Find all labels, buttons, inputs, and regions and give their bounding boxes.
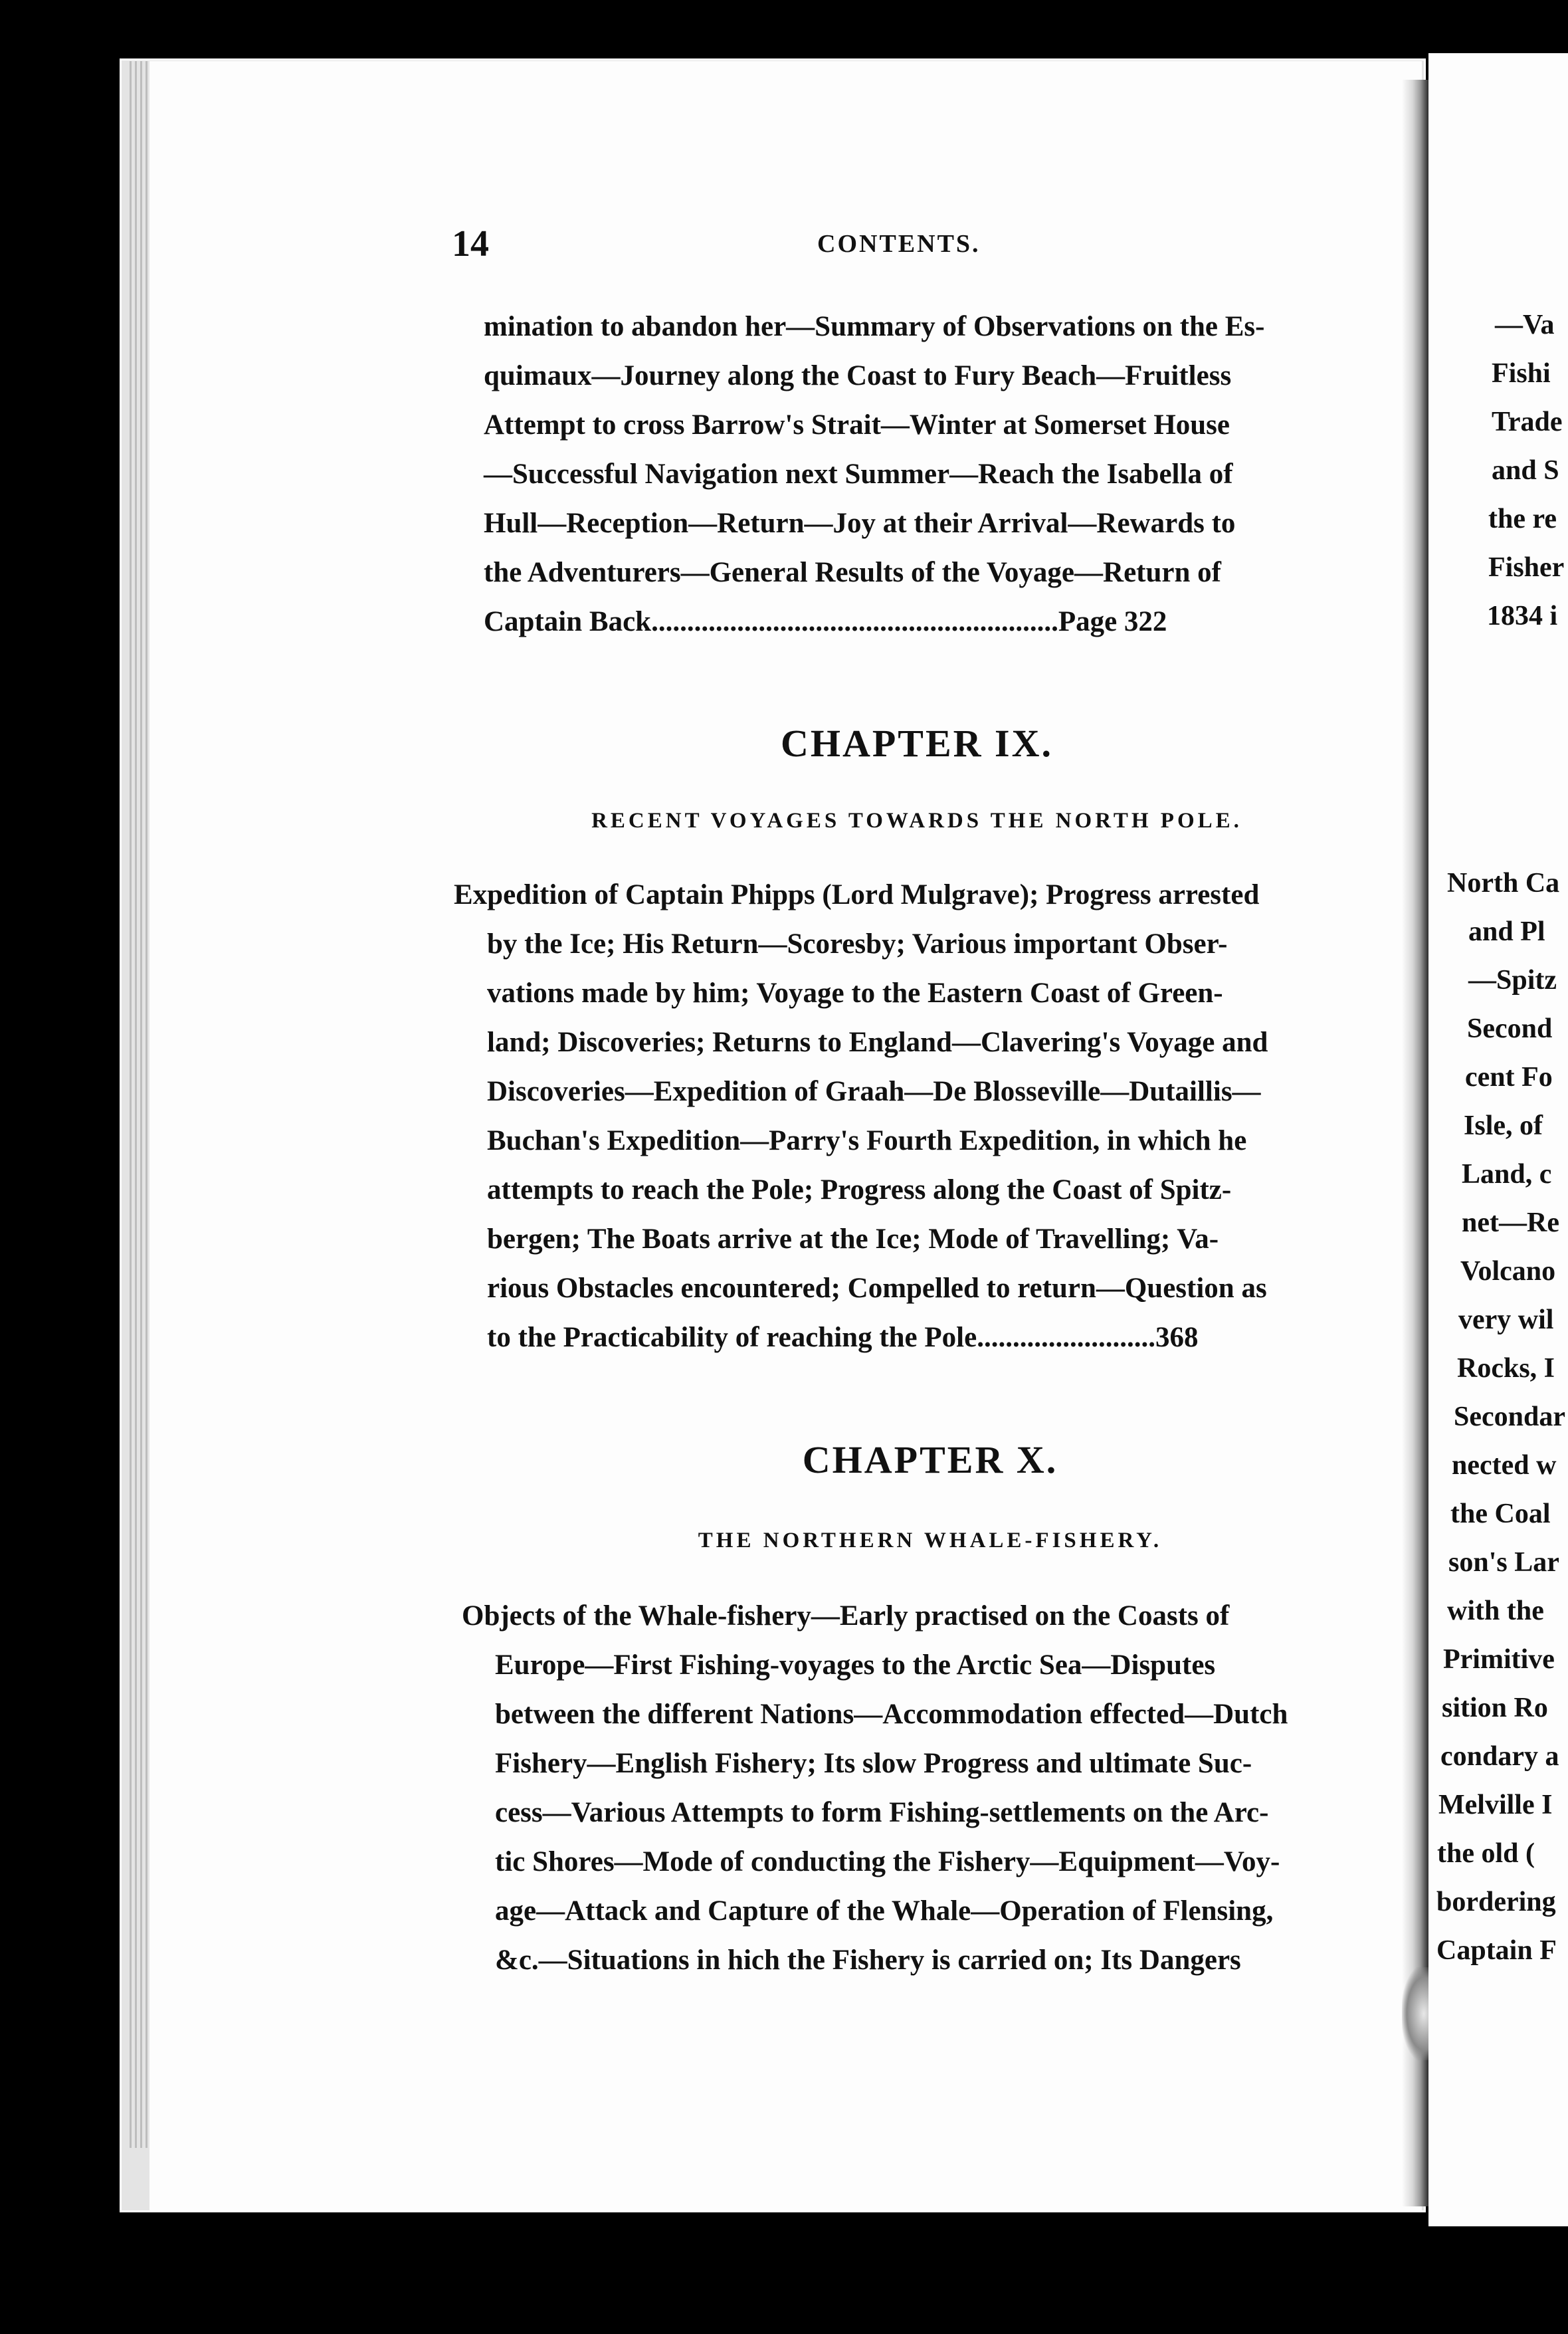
contents-line: Hull—Reception—Return—Joy at their Arrival—Rewards to — [484, 508, 1236, 539]
facing-text-fragment: the old ( — [1437, 1838, 1535, 1869]
facing-text-fragment: Volcano — [1460, 1256, 1556, 1287]
contents-line: quimaux—Journey along the Coast to Fury Beach—Fruitless — [484, 360, 1232, 391]
facing-text-fragment: —Spitz — [1468, 965, 1557, 996]
contents-line: cess—Various Attempts to form Fishing-settlements on the Arc- — [495, 1797, 1269, 1828]
page-number: 14 — [452, 223, 489, 265]
contents-line: rious Obstacles encountered; Compelled to return—Question as — [487, 1273, 1267, 1304]
facing-text-fragment: Land, c — [1462, 1159, 1552, 1190]
facing-text-fragment: Melville I — [1438, 1790, 1553, 1820]
facing-text-fragment: Secondar — [1454, 1402, 1565, 1432]
facing-text-fragment: the Coal — [1450, 1499, 1551, 1529]
contents-line: tic Shores—Mode of conducting the Fishery—Equipment—Voy- — [495, 1846, 1280, 1877]
facing-text-fragment: with the — [1447, 1596, 1544, 1626]
continued-contents-paragraph — [484, 302, 1264, 647]
facing-text-fragment: Fishi — [1492, 358, 1551, 389]
facing-text-fragment: Fisher — [1488, 552, 1565, 583]
contents-line: —Successful Navigation next Summer—Reach the Isabella of — [484, 459, 1233, 490]
contents-line: Discoveries—Expedition of Graah—De Blosseville—Dutaillis— — [487, 1076, 1261, 1107]
facing-text-fragment: North Ca — [1447, 868, 1560, 899]
facing-text-fragment: Second — [1467, 1013, 1553, 1044]
facing-text-fragment: 1834 i — [1487, 601, 1558, 631]
contents-line: between the different Nations—Accommodation effected—Dutch — [495, 1699, 1288, 1730]
contents-line: Attempt to cross Barrow's Strait—Winter at Somerset House — [484, 409, 1230, 441]
facing-text-fragment: net—Re — [1462, 1208, 1559, 1238]
chapter-10-contents — [462, 1592, 1288, 1985]
facing-text-fragment: very wil — [1458, 1305, 1554, 1335]
facing-text-fragment: Isle, of — [1464, 1111, 1543, 1141]
facing-text-fragment: —Va — [1495, 310, 1555, 340]
contents-line: vations made by him; Voyage to the Eastern Coast of Green- — [487, 978, 1223, 1009]
running-head: CONTENTS. — [817, 230, 981, 258]
facing-text-fragment: Primitive — [1443, 1644, 1555, 1675]
chapter-heading: CHAPTER X. — [802, 1438, 1058, 1481]
facing-text-fragment: son's Lar — [1448, 1547, 1559, 1578]
contents-line: land; Discoveries; Returns to England—Clavering's Voyage and — [487, 1027, 1268, 1058]
contents-line: mination to abandon her—Summary of Observations on the Es- — [484, 311, 1265, 342]
chapter-heading: CHAPTER IX. — [780, 722, 1054, 765]
book-gutter — [1402, 80, 1428, 2206]
facing-text-fragment: condary a — [1440, 1741, 1559, 1772]
chapter-subtitle: RECENT VOYAGES TOWARDS THE NORTH POLE. — [591, 809, 1242, 833]
contents-line: Europe—First Fishing-voyages to the Arctic Sea—Disputes — [495, 1649, 1216, 1681]
contents-line: by the Ice; His Return—Scoresby; Various important Obser- — [487, 928, 1228, 960]
facing-text-fragment: sition Ro — [1442, 1693, 1548, 1723]
facing-text-fragment: Captain F — [1436, 1935, 1557, 1966]
contents-line: to the Practicability of reaching the Pole.........................368 — [487, 1322, 1199, 1353]
contents-line: attempts to reach the Pole; Progress along the Coast of Spitz- — [487, 1174, 1232, 1206]
chapter-subtitle: THE NORTHERN WHALE-FISHERY. — [698, 1529, 1163, 1552]
contents-line: &c.—Situations in hich the Fishery is carried on; Its Dangers — [495, 1945, 1241, 1976]
facing-text-fragment: and Pl — [1468, 916, 1545, 947]
contents-line: Expedition of Captain Phipps (Lord Mulgrave); Progress arrested — [454, 879, 1260, 910]
contents-line: Captain Back.........................................................Page 322 — [484, 606, 1167, 637]
facing-text-fragment: and S — [1492, 455, 1559, 486]
facing-text-fragment: cent Fo — [1465, 1062, 1553, 1093]
facing-text-fragment: bordering — [1436, 1887, 1556, 1917]
contents-line: Fishery—English Fishery; Its slow Progress and ultimate Suc- — [495, 1748, 1252, 1779]
contents-line: Buchan's Expedition—Parry's Fourth Expedition, in which he — [487, 1125, 1247, 1156]
facing-text-fragment: nected w — [1452, 1450, 1557, 1481]
facing-text-fragment: the re — [1488, 504, 1557, 534]
contents-line: bergen; The Boats arrive at the Ice; Mode of Travelling; Va- — [487, 1223, 1219, 1255]
facing-text-fragment: Rocks, I — [1457, 1353, 1555, 1384]
contents-line: Objects of the Whale-fishery—Early practised on the Coasts of — [462, 1600, 1230, 1632]
contents-line: the Adventurers—General Results of the Voyage—Return of — [484, 557, 1221, 588]
chapter-9-contents — [454, 871, 1268, 1362]
facing-text-fragment: Trade — [1492, 407, 1563, 437]
contents-line: age—Attack and Capture of the Whale—Operation of Flensing, — [495, 1895, 1274, 1927]
